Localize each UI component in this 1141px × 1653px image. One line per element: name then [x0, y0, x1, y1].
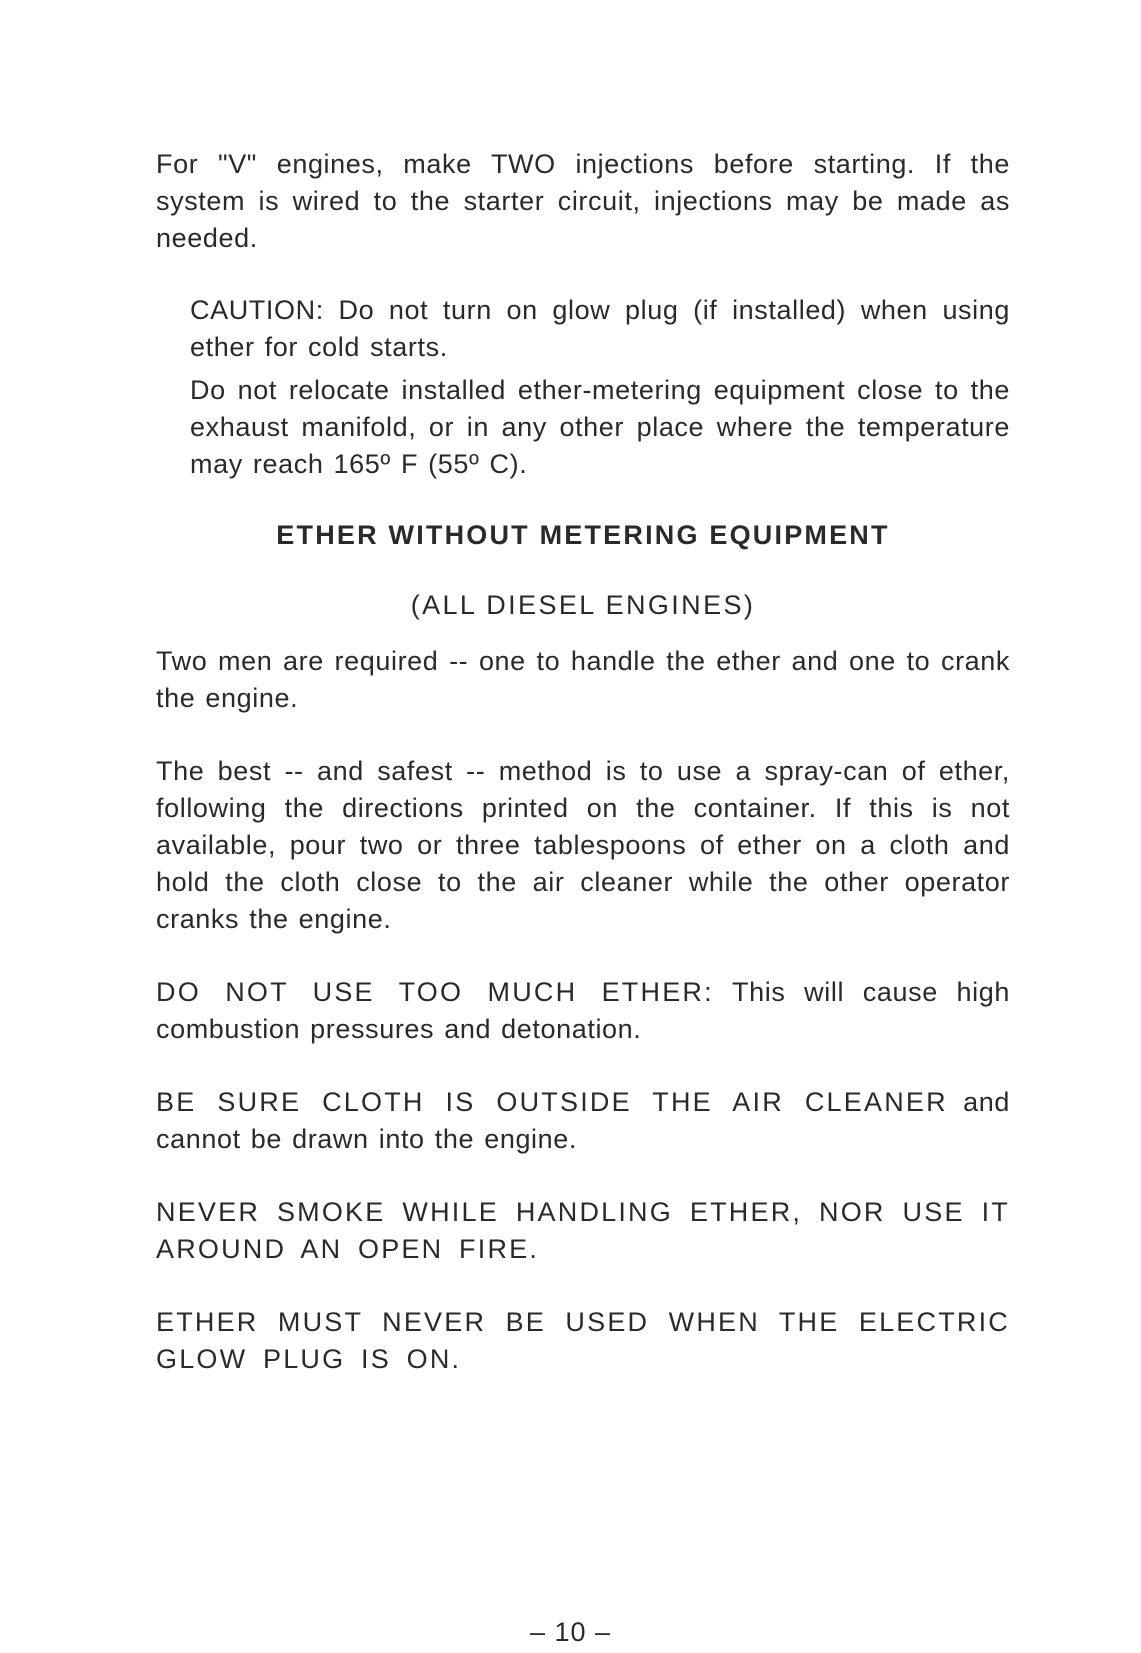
section-subheading: (ALL DIESEL ENGINES): [410, 590, 756, 620]
glow-plug-paragraph: ETHER MUST NEVER BE USED WHEN THE ELECTRIC GLOW PLUG IS ON.: [156, 1307, 1010, 1374]
v-engines-paragraph: For "V" engines, make TWO injections before starting. If the system is wired to the starter circuit, injections may be made as needed.: [156, 149, 1010, 253]
cloth-text: and cannot be drawn into the engine.: [156, 1087, 1010, 1154]
caution-paragraph: CAUTION: Do not turn on glow plug (if installed) when using ether for cold starts.: [190, 295, 1010, 362]
two-men-paragraph: Two men are required -- one to handle the ether and one to crank the engine.: [156, 646, 1010, 713]
page-number: – 10 –: [529, 1617, 612, 1647]
section-heading: ETHER WITHOUT METERING EQUIPMENT: [276, 520, 890, 550]
cloth-paragraph: [156, 1084, 1010, 1158]
too-much-ether-warning: DO NOT USE TOO MUCH ETHER:: [156, 977, 714, 1007]
cloth-warning: BE SURE CLOTH IS OUTSIDE THE AIR CLEANER: [156, 1087, 948, 1117]
too-much-ether-paragraph: [156, 974, 1010, 1048]
too-much-ether-text: This will cause high combustion pressures and detonation.: [156, 977, 1010, 1044]
best-method-paragraph: The best -- and safest -- method is to use a spray-can of ether, following the directions printed on the container. If this is not available, pour two or three tablespoons of ether on a cloth and hold the cloth close to the air cleaner while the other operator cranks the engine.: [156, 756, 1010, 934]
relocate-paragraph: Do not relocate installed ether-metering equipment close to the exhaust manifold, or in any other place where the temperature may reach 165º F (55º C).: [190, 375, 1010, 479]
never-smoke-paragraph: NEVER SMOKE WHILE HANDLING ETHER, NOR USE IT AROUND AN OPEN FIRE.: [156, 1197, 1010, 1264]
